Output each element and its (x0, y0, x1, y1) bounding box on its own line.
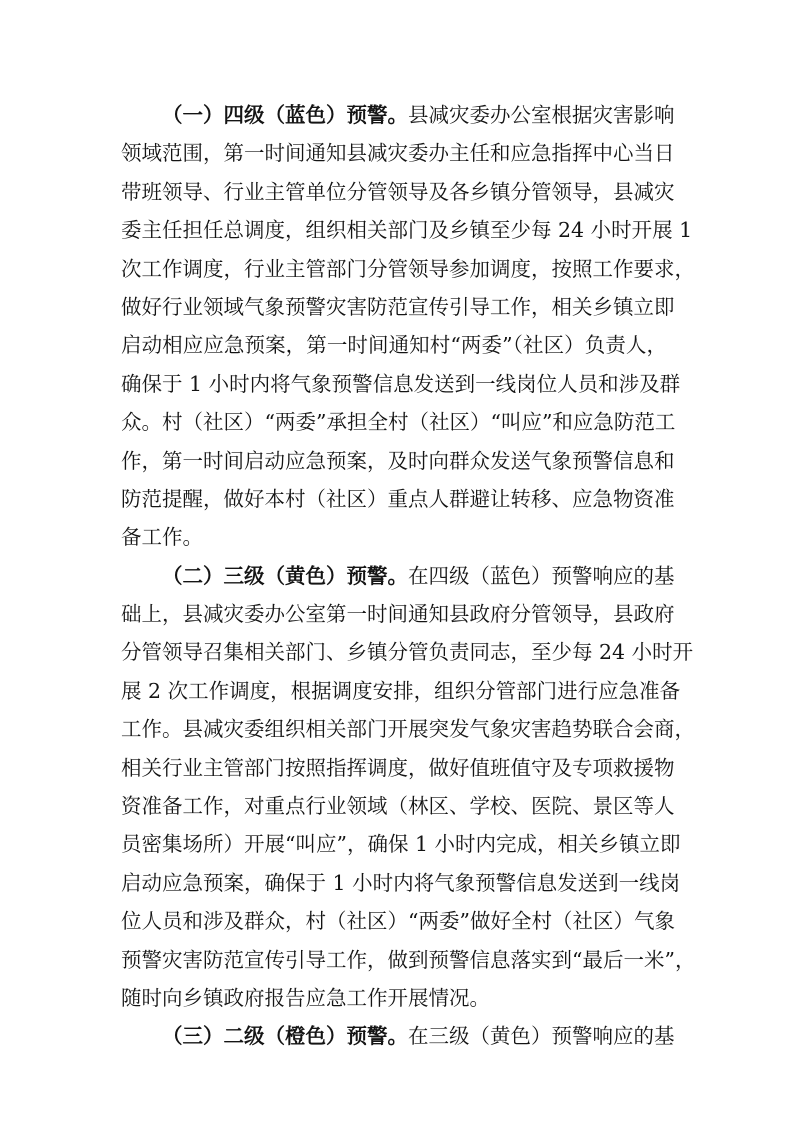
paragraph-line: 备工作。 (121, 525, 203, 550)
paragraph-line: 相关行业主管部门按照指挥调度，做好值班值守及专项救援物 (121, 755, 675, 780)
paragraph-line: 次工作调度，行业主管部门分管领导参加调度，按照工作要求， (121, 256, 695, 281)
paragraph-text: 县减灾委办公室根据灾害影响 (408, 103, 675, 127)
paragraph-line: 员密集场所）开展“叫应”，确保 1 小时内完成，相关乡镇立即 (121, 832, 681, 857)
section-heading: （二）三级（黄色）预警。 (162, 563, 408, 588)
paragraph-line: 工作。县减灾委组织相关部门开展突发气象灾害趋势联合会商， (121, 717, 695, 742)
paragraph-line: 础上，县减灾委办公室第一时间通知县政府分管领导，县政府 (121, 602, 675, 627)
paragraph-line (121, 1017, 675, 1055)
paragraph-line: 位人员和涉及群众，村（社区）“两委”做好全村（社区）气象 (121, 909, 675, 934)
paragraph-text: 在四级（蓝色）预警响应的基 (408, 563, 675, 588)
paragraph-line: 作，第一时间启动应急预案，及时向群众发送气象预警信息和 (121, 448, 675, 473)
paragraph-line: 委主任担任总调度，组织相关部门及乡镇至少每 24 小时开展 1 (121, 218, 693, 243)
paragraph-line (121, 96, 675, 134)
paragraph-line: 做好行业领域气象预警灾害防范宣传引导工作，相关乡镇立即 (121, 294, 675, 319)
paragraph-line: 随时向乡镇政府报告应急工作开展情况。 (121, 985, 490, 1010)
paragraph-line (121, 557, 675, 595)
paragraph-line: 启动应急预案，确保于 1 小时内将气象预警信息发送到一线岗 (121, 870, 681, 895)
paragraph-line: 分管领导召集相关部门、乡镇分管负责同志，至少每 24 小时开 (121, 640, 694, 665)
paragraph-line: 领域范围，第一时间通知县减灾委办主任和应急指挥中心当日 (121, 141, 675, 166)
paragraph-line: 众。村（社区）“两委”承担全村（社区）“叫应”和应急防范工 (121, 410, 676, 435)
section-heading: （三）二级（橙色）预警。 (162, 1024, 408, 1049)
paragraph-line: 资准备工作，对重点行业领域（林区、学校、医院、景区等人 (121, 794, 675, 819)
paragraph-line: 启动相应应急预案，第一时间通知村“两委”（社区）负责人， (121, 333, 667, 358)
paragraph-line: 确保于 1 小时内将气象预警信息发送到一线岗位人员和涉及群 (121, 371, 681, 396)
paragraph-line: 带班领导、行业主管单位分管领导及各乡镇分管领导，县减灾 (121, 179, 675, 204)
paragraph-line: 预警灾害防范宣传引导工作，做到预警信息落实到“最后一米”， (121, 947, 696, 972)
section-heading: （一）四级（蓝色）预警。 (162, 103, 408, 127)
paragraph-line: 展 2 次工作调度，根据调度安排，组织分管部门进行应急准备 (121, 678, 681, 703)
paragraph-line: 防范提醒，做好本村（社区）重点人群避让转移、应急物资准 (121, 486, 675, 511)
document-body (121, 96, 696, 1056)
paragraph-text: 在三级（黄色）预警响应的基 (408, 1024, 675, 1049)
